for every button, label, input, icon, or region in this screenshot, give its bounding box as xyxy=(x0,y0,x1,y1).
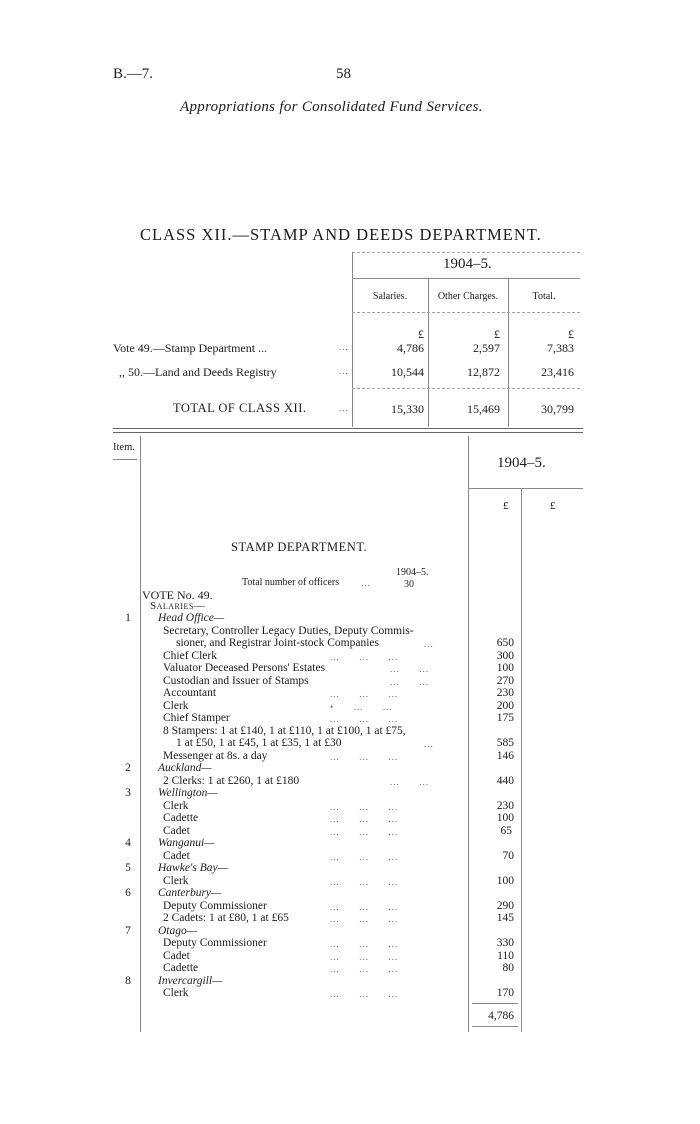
salary-amount: 175 xyxy=(496,712,514,724)
item-number: 6 xyxy=(125,887,131,899)
column-other-charges: Other Charges. xyxy=(437,291,499,302)
salary-line: Chief Clerk xyxy=(163,650,217,662)
salary-line: Clerk xyxy=(163,987,189,999)
summary-row-total: 7,383 xyxy=(547,341,574,355)
salary-amount: 65 xyxy=(500,825,512,837)
currency-total: £ xyxy=(568,327,574,341)
salary-line: 2 Cadets: 1 at £80, 1 at £65 xyxy=(163,912,289,924)
summary-total-other: 15,469 xyxy=(467,402,500,416)
summary-row-total: 23,416 xyxy=(541,365,574,379)
salary-amount: 300 xyxy=(496,650,514,662)
salary-amount: 146 xyxy=(496,750,514,762)
summary-total-salaries: 15,330 xyxy=(391,402,424,416)
salaries-heading: Salaries— xyxy=(150,600,206,612)
currency-other: £ xyxy=(494,327,500,341)
salary-amount: 100 xyxy=(496,812,514,824)
item-number: 7 xyxy=(125,925,131,937)
salary-line: Valuator Deceased Persons' Estates xyxy=(163,662,326,674)
salary-line: Custodian and Issuer of Stamps xyxy=(163,675,309,687)
salary-amount: 585 xyxy=(496,737,514,749)
salary-amount: 110 xyxy=(497,950,514,962)
salary-amount: 200 xyxy=(496,700,514,712)
salary-amount: 170 xyxy=(496,987,514,999)
salary-line: 8 Stampers: 1 at £140, 1 at £110, 1 at £100, 1 at £75, xyxy=(163,725,406,737)
item-column-header: Item. xyxy=(113,442,135,453)
summary-total-label: TOTAL OF CLASS XII. xyxy=(173,401,307,415)
item-location: Canterbury— xyxy=(158,887,222,899)
salary-line: Cadet xyxy=(163,950,190,962)
salary-line: Deputy Commissioner xyxy=(163,900,267,912)
salary-line: Clerk xyxy=(163,875,189,887)
report-reference: B.—7. xyxy=(113,66,154,82)
salary-line: Clerk xyxy=(163,800,189,812)
column-total: Total. xyxy=(532,291,556,302)
detail-year-heading: 1904–5. xyxy=(497,455,546,471)
section-title: STAMP DEPARTMENT. xyxy=(231,540,368,554)
detail-currency-1: £ xyxy=(503,500,509,512)
item-location: Invercargill— xyxy=(158,975,223,987)
salary-amount: 270 xyxy=(496,675,514,687)
item-number: 4 xyxy=(125,837,131,849)
salary-amount: 230 xyxy=(496,687,514,699)
officers-label: Total number of officers xyxy=(242,577,340,588)
summary-row-other: 12,872 xyxy=(467,365,500,379)
salary-line: Clerk xyxy=(163,700,189,712)
item-location: Wellington— xyxy=(158,787,218,799)
item-number: 5 xyxy=(125,862,131,874)
salary-line: Deputy Commissioner xyxy=(163,937,267,949)
summary-year-heading: 1904–5. xyxy=(443,256,492,272)
detail-currency-2: £ xyxy=(550,500,556,512)
salary-amount: 145 xyxy=(496,912,514,924)
summary-row-other: 2,597 xyxy=(473,341,500,355)
summary-row-salaries: 10,544 xyxy=(391,365,424,379)
salary-amount: 440 xyxy=(496,775,514,787)
salary-line: Secretary, Controller Legacy Duties, Deputy Commis- xyxy=(163,625,414,637)
salary-amount: 330 xyxy=(496,937,514,949)
salary-amount: 290 xyxy=(496,900,514,912)
salary-amount: 70 xyxy=(502,850,514,862)
salary-amount: 230 xyxy=(496,800,514,812)
salary-line: Cadet xyxy=(163,825,190,837)
salary-line: Chief Stamper xyxy=(163,712,230,724)
salary-line: sioner, and Registrar Joint-stock Companies xyxy=(176,637,379,649)
officers-count: 30 xyxy=(404,579,414,590)
item-number: 1 xyxy=(125,612,131,624)
salary-line: Accountant xyxy=(163,687,217,699)
salary-amount: 650 xyxy=(496,637,514,649)
summary-row-label: Vote 49.—Stamp Department ... xyxy=(113,341,268,355)
salary-amount: 80 xyxy=(502,962,514,974)
summary-total-total: 30,799 xyxy=(541,402,574,416)
salary-line: 2 Clerks: 1 at £260, 1 at £180 xyxy=(163,775,300,787)
salary-line: Cadette xyxy=(163,962,199,974)
salary-amount: 100 xyxy=(496,662,514,674)
salary-line: Messenger at 8s. a day xyxy=(163,750,268,762)
summary-row-salaries: 4,786 xyxy=(397,341,424,355)
item-location: Head Office— xyxy=(158,612,225,624)
item-number: 8 xyxy=(125,975,131,987)
salary-line: 1 at £50, 1 at £45, 1 at £35, 1 at £30 xyxy=(176,737,342,749)
item-number: 3 xyxy=(125,787,131,799)
item-location: Hawke's Bay— xyxy=(158,862,228,874)
officers-year: 1904–5. xyxy=(396,567,429,578)
currency-salaries: £ xyxy=(418,327,424,341)
page-title: Appropriations for Consolidated Fund Services. xyxy=(180,99,483,115)
item-location: Wanganui— xyxy=(158,837,215,849)
salary-line: Cadette xyxy=(163,812,199,824)
salary-line: Cadet xyxy=(163,850,190,862)
summary-row-label: ,, 50.—Land and Deeds Registry xyxy=(119,365,277,379)
vote-subtotal: 4,786 xyxy=(488,1010,514,1022)
salary-amount: 100 xyxy=(496,875,514,887)
item-location: Auckland— xyxy=(158,762,212,774)
vote-heading: VOTE No. 49. xyxy=(142,588,213,602)
item-number: 2 xyxy=(125,762,131,774)
page-number: 58 xyxy=(336,66,351,82)
column-salaries: Salaries. xyxy=(372,291,408,302)
class-heading: CLASS XII.—STAMP AND DEEDS DEPARTMENT. xyxy=(140,225,542,244)
item-location: Otago— xyxy=(158,925,197,937)
